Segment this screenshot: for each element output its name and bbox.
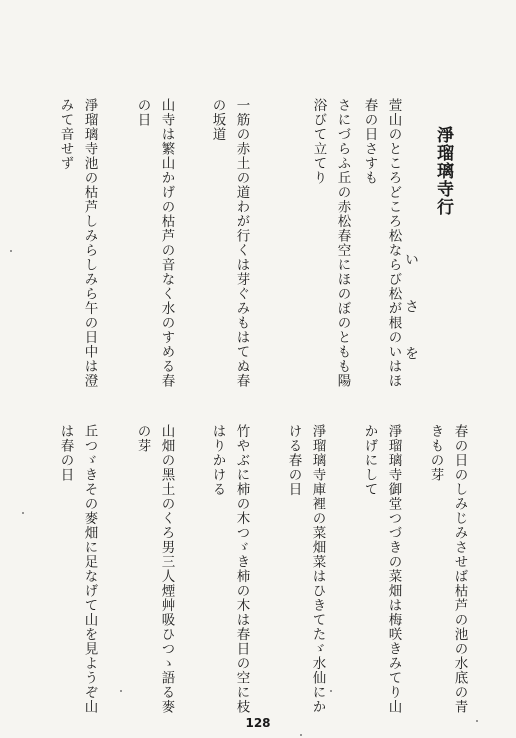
paper-speck [330,690,332,692]
poem-line: は春の日 [57,424,74,482]
paper-speck [300,734,302,736]
author-name: いさを [403,252,419,393]
paper-speck [120,690,122,692]
paper-speck [476,720,478,722]
poem-line: 淨瑠璃寺御堂つづきの菜畑は梅咲きみてり山 [385,424,402,714]
paper-speck [22,512,24,514]
poem-line: 浴びて立てり [310,98,327,185]
poem-line: の日 [134,98,151,127]
poem-line: 淨瑠璃寺池の枯芦しみらしみら午の日中は澄 [81,98,98,388]
page-number: 128 [245,716,271,730]
poem-line: 淨瑠璃寺庫裡の菜畑菜はひきてたゞ水仙にか [309,424,326,714]
poem-line: きもの芽 [427,424,444,482]
poem-line: ける春の日 [285,424,302,497]
poem-line: 春の日さすも [361,98,378,185]
poem-line: はりかける [209,424,226,497]
poem-line: 山寺は繁山かげの枯芦の音なく水のすめる春 [158,98,175,388]
poem-line: さにづらふ丘の赤松春空にほのぼのともも陽 [334,98,351,388]
poem-line: 一筋の赤土の道わが行くは芽ぐみもはてぬ春 [233,98,250,388]
poem-line: 竹やぶに柿の木つゞき柿の木は春日の空に枝 [233,424,250,714]
poem-line: 萱山のところどころ松ならび松が根のいはほ [385,98,402,388]
paper-speck [10,250,12,252]
poem-line: 山畑の黑土のくろ男三人煙艸吸ひつゝ語る麥 [158,424,175,714]
poem-line: かげにして [361,424,378,497]
poem-line: の芽 [134,424,151,453]
poem-line: の坂道 [209,98,226,142]
poem-line: 丘つゞきその麥畑に足なげて山を見ようぞ山 [81,424,98,714]
poem-line: みて音せず [57,98,74,171]
article-title: 淨瑠璃寺行 [433,126,453,216]
poem-line: 春の日のしみじみさせば枯芦の池の水底の青 [451,424,468,714]
